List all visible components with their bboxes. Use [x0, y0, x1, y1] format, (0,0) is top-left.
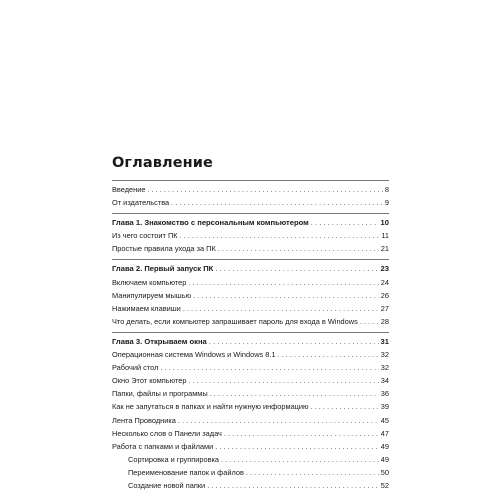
toc-entry[interactable] [112, 302, 389, 315]
toc-entry-page: 50 [380, 467, 389, 477]
toc-entry-title: Работа с папками и файлами [112, 441, 214, 451]
toc-entry[interactable] [112, 414, 389, 427]
toc-entry-page: 28 [380, 316, 389, 326]
toc-chapter-entry[interactable] [112, 216, 389, 229]
toc-entry-page: 47 [380, 428, 389, 438]
toc-entry-title: Рабочий стол [112, 363, 159, 373]
dot-leader [360, 315, 379, 328]
toc-entry-title: Лента Проводника [112, 415, 176, 425]
toc-entry-page: 39 [380, 402, 389, 412]
toc-entry-title: Глава 1. Знакомство с персональным компьютером [112, 218, 309, 228]
toc-section [112, 333, 389, 496]
toc-entry[interactable] [112, 183, 389, 196]
toc-entry-page: 32 [380, 350, 389, 360]
toc-entry-title: Сортировка и группировка [128, 454, 220, 464]
toc-entry[interactable] [112, 400, 389, 413]
toc-entry[interactable] [112, 196, 389, 209]
toc-entry[interactable] [112, 453, 389, 466]
toc-entry-page: 49 [380, 441, 389, 451]
toc-entry-title: Несколько слов о Панели задач [112, 428, 222, 438]
toc-entry[interactable] [112, 276, 389, 289]
dot-leader [178, 414, 379, 427]
toc-entry-page: 21 [380, 244, 389, 254]
toc-entry-page: 24 [380, 277, 389, 287]
toc-entry-page: 8 [384, 185, 389, 194]
toc-entry-title: Папки, файлы и программы [112, 389, 208, 399]
toc-entry-page: 26 [380, 290, 389, 300]
toc-entry-title: Нажимаем клавиши [112, 303, 181, 313]
dot-leader [183, 302, 379, 315]
table-of-contents [112, 153, 389, 496]
toc-entry-page: 49 [380, 454, 389, 464]
toc-chapter-entry[interactable] [112, 335, 389, 348]
toc-entry-title: Введение [112, 185, 146, 194]
dot-leader [189, 374, 379, 387]
toc-entry[interactable] [112, 466, 389, 479]
toc-entry-page: 11 [381, 231, 389, 241]
dot-leader [209, 335, 379, 348]
toc-entry[interactable] [112, 427, 389, 440]
dot-leader [246, 466, 379, 479]
toc-entry-title: Глава 2. Первый запуск ПК [112, 264, 214, 274]
toc-entry[interactable] [112, 374, 389, 387]
dot-leader [147, 183, 382, 196]
toc-entry-title: Как не запутаться в папках и найти нужную информацию [112, 402, 309, 412]
toc-entry-title: Что делать, если компьютер запрашивает пароль для входа в Windows [112, 316, 358, 326]
dot-leader [207, 479, 379, 492]
dot-leader [171, 196, 383, 209]
toc-entry-page: 36 [380, 389, 389, 399]
toc-entry[interactable] [112, 289, 389, 302]
toc-entry-title: Переименование папок и файлов [128, 467, 244, 477]
toc-entry-title: От издательства [112, 198, 170, 208]
toc-entry-page: 9 [384, 198, 389, 208]
dot-leader [311, 216, 379, 229]
toc-entry-title: Окно Этот компьютер [112, 376, 187, 386]
toc-entry[interactable] [112, 348, 389, 361]
dot-leader [180, 229, 380, 242]
toc-entry-page: 23 [380, 264, 389, 274]
dot-leader [221, 453, 379, 466]
dot-leader [188, 276, 378, 289]
toc-title: Оглавление [112, 155, 213, 171]
toc-entry[interactable] [112, 315, 389, 328]
toc-entry-page: 27 [380, 303, 389, 313]
dot-leader [224, 427, 379, 440]
toc-entry-title: Глава 3. Открываем окна [112, 336, 207, 346]
toc-entry[interactable] [112, 479, 389, 492]
toc-entry-page: 34 [380, 376, 389, 386]
toc-entry-page: 32 [380, 363, 389, 373]
dot-leader [278, 348, 379, 361]
dot-leader [311, 400, 379, 413]
dot-leader [193, 289, 379, 302]
toc-entry-title: Создание новой папки [128, 480, 206, 490]
toc-entry[interactable] [112, 242, 389, 255]
toc-entry-page: 45 [380, 415, 389, 425]
dot-leader [160, 361, 378, 374]
toc-entry-page: 31 [380, 336, 389, 346]
toc-entry[interactable] [112, 361, 389, 374]
toc-entry[interactable] [112, 440, 389, 453]
dot-leader [218, 242, 379, 255]
toc-entry-title: Операционная система Windows и Windows 8.1 [112, 350, 276, 360]
toc-entry-title: Простые правила ухода за ПК [112, 244, 216, 254]
toc-entry-title: Манипулируем мышью [112, 290, 192, 300]
dot-leader [215, 262, 378, 275]
toc-entry-page: 10 [380, 218, 389, 228]
toc-entry-title: Из чего состоит ПК [112, 231, 178, 241]
toc-section [112, 214, 389, 259]
toc-entry-page: 52 [380, 480, 389, 490]
dot-leader [210, 387, 379, 400]
toc-body [112, 180, 389, 496]
toc-section [112, 260, 389, 331]
dot-leader [215, 440, 379, 453]
toc-entry-title: Включаем компьютер [112, 277, 187, 287]
toc-entry[interactable] [112, 387, 389, 400]
toc-entry[interactable] [112, 229, 389, 242]
toc-section [112, 181, 389, 213]
toc-chapter-entry[interactable] [112, 262, 389, 275]
